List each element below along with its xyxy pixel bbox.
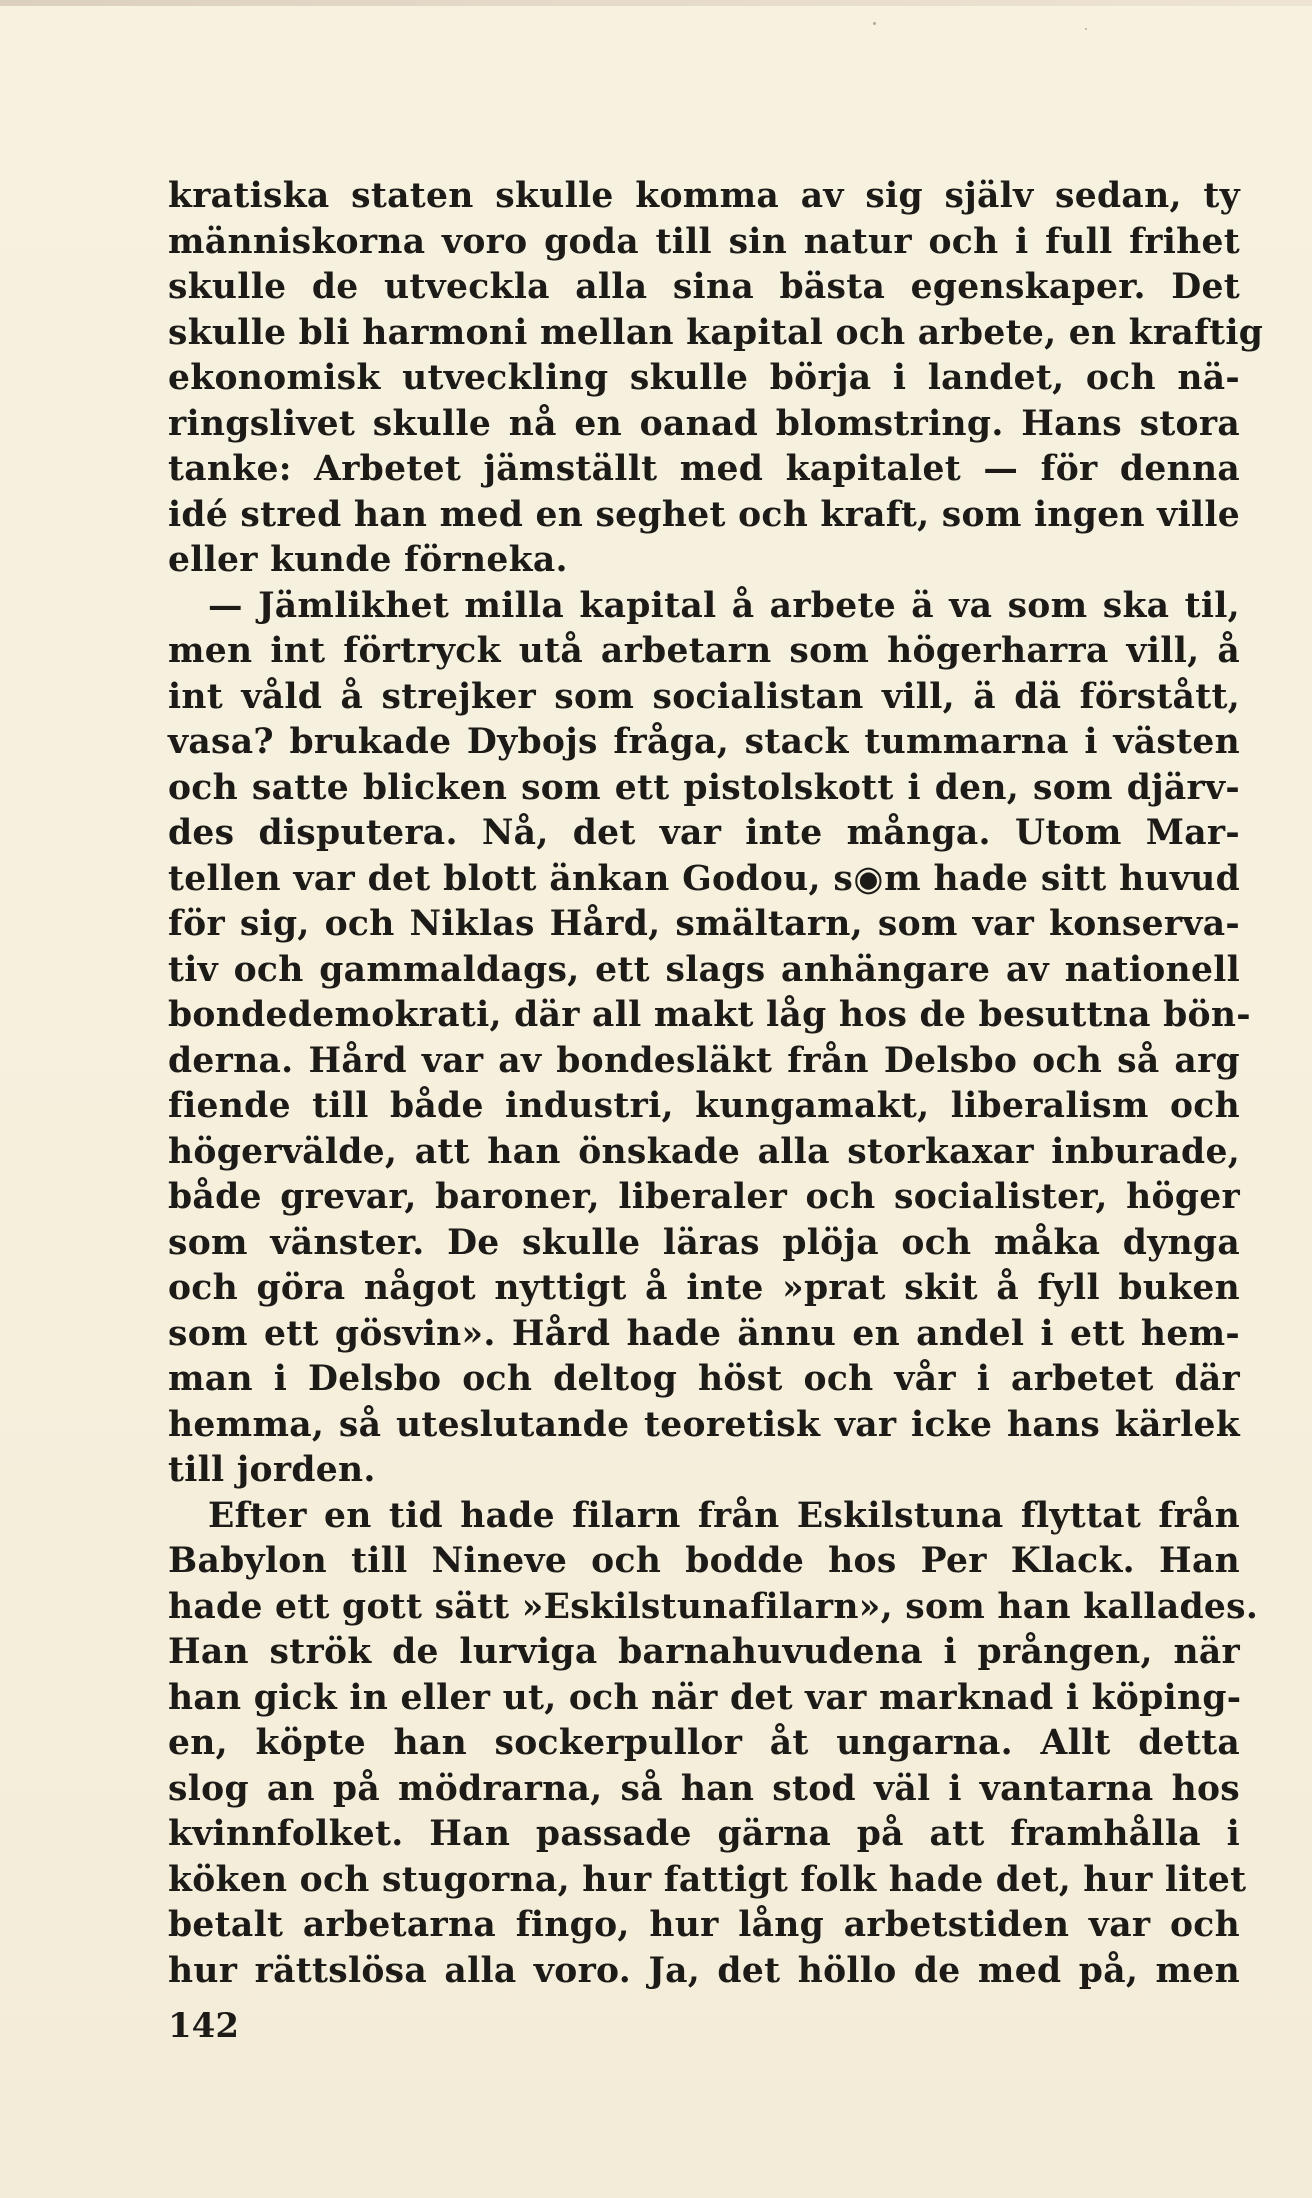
- paper-speck: [873, 22, 876, 25]
- text-line: men int förtryck utå arbetarn som högerharra vill, å: [168, 631, 1240, 671]
- text-line: des disputera. Nå, det var inte många. Utom Mar-: [168, 813, 1240, 853]
- text-line: och göra något nyttigt å inte »prat skit å fyll buken: [168, 1268, 1240, 1308]
- text-line: vasa? brukade Dybojs fråga, stack tummarna i västen: [168, 722, 1240, 762]
- text-line: kvinnfolket. Han passade gärna på att framhålla i: [168, 1814, 1240, 1854]
- text-line: hur rättslösa alla voro. Ja, det höllo de med på, men: [168, 1950, 1240, 1991]
- page-number: 142: [168, 2006, 239, 2046]
- text-line: han gick in eller ut, och när det var marknad i köping-: [168, 1677, 1242, 1718]
- text-line: Efter en tid hade filarn från Eskilstuna flyttat från: [208, 1495, 1240, 1536]
- text-line: ringslivet skulle nå en oanad blomstring. Hans stora: [168, 403, 1240, 444]
- text-line: ekonomisk utveckling skulle börja i landet, och nä-: [168, 358, 1240, 398]
- text-line: köken och stugorna, hur fattigt folk hade det, hur litet: [168, 1859, 1247, 1900]
- text-line: för sig, och Niklas Hård, smältarn, som var konserva-: [168, 904, 1240, 944]
- text-line: hade ett gott sätt »Eskilstunafilarn», som han kallades.: [168, 1586, 1259, 1627]
- text-line: man i Delsbo och deltog höst och vår i arbetet där: [168, 1359, 1240, 1399]
- text-line: till jorden.: [168, 1450, 376, 1490]
- text-line: bondedemokrati, där all makt låg hos de besuttna bön-: [168, 995, 1251, 1035]
- text-line: hemma, så uteslutande teoretisk var icke hans kärlek: [168, 1404, 1240, 1445]
- text-line: skulle bli harmoni mellan kapital och arbete, en kraftig: [168, 312, 1264, 353]
- text-line: människorna voro goda till sin natur och i full frihet: [168, 221, 1240, 262]
- text-line: slog an på mödrarna, så han stod väl i vantarna hos: [168, 1768, 1240, 1809]
- body-text: [168, 174, 1264, 1994]
- paper-speck: [1085, 28, 1087, 30]
- text-line: eller kunde förneka.: [168, 540, 568, 580]
- text-line: skulle de utveckla alla sina bästa egenskaper. Det: [168, 267, 1240, 307]
- text-line: fiende till både industri, kungamakt, liberalism och: [168, 1086, 1240, 1126]
- text-line: betalt arbetarna fingo, hur lång arbetstiden var och: [168, 1905, 1240, 1945]
- text-line: både grevar, baroner, liberaler och socialister, höger: [168, 1177, 1240, 1217]
- text-line: idé stred han med en seghet och kraft, som ingen ville: [168, 494, 1240, 535]
- page-top-edge: [0, 0, 1312, 6]
- text-line: kratiska staten skulle komma av sig själv sedan, ty: [168, 176, 1240, 216]
- text-line: och satte blicken som ett pistolskott i den, som djärv-: [168, 767, 1240, 808]
- text-line: högervälde, att han önskade alla storkaxar inburade,: [168, 1131, 1240, 1172]
- text-line: som ett gösvin». Hård hade ännu en andel i ett hem-: [168, 1313, 1240, 1354]
- text-line: tiv och gammaldags, ett slags anhängare av nationell: [168, 949, 1240, 990]
- text-line: — Jämlikhet milla kapital å arbete ä va som ska til,: [208, 585, 1240, 626]
- text-line: Babylon till Nineve och bodde hos Per Klack. Han: [168, 1541, 1240, 1581]
- text-line: int våld å strejker som socialistan vill, ä dä förstått,: [168, 676, 1240, 717]
- text-line: tanke: Arbetet jämställt med kapitalet — för denna: [168, 449, 1240, 489]
- text-line: Han strök de lurviga barnahuvudena i prången, när: [168, 1632, 1240, 1672]
- text-line: derna. Hård var av bondesläkt från Delsbo och så arg: [168, 1040, 1240, 1081]
- text-line: som vänster. De skulle läras plöja och måka dynga: [168, 1222, 1240, 1263]
- text-line: tellen var det blott änkan Godou, s◉m hade sitt huvud: [168, 858, 1240, 899]
- text-line: en, köpte han sockerpullor åt ungarna. Allt detta: [168, 1723, 1240, 1763]
